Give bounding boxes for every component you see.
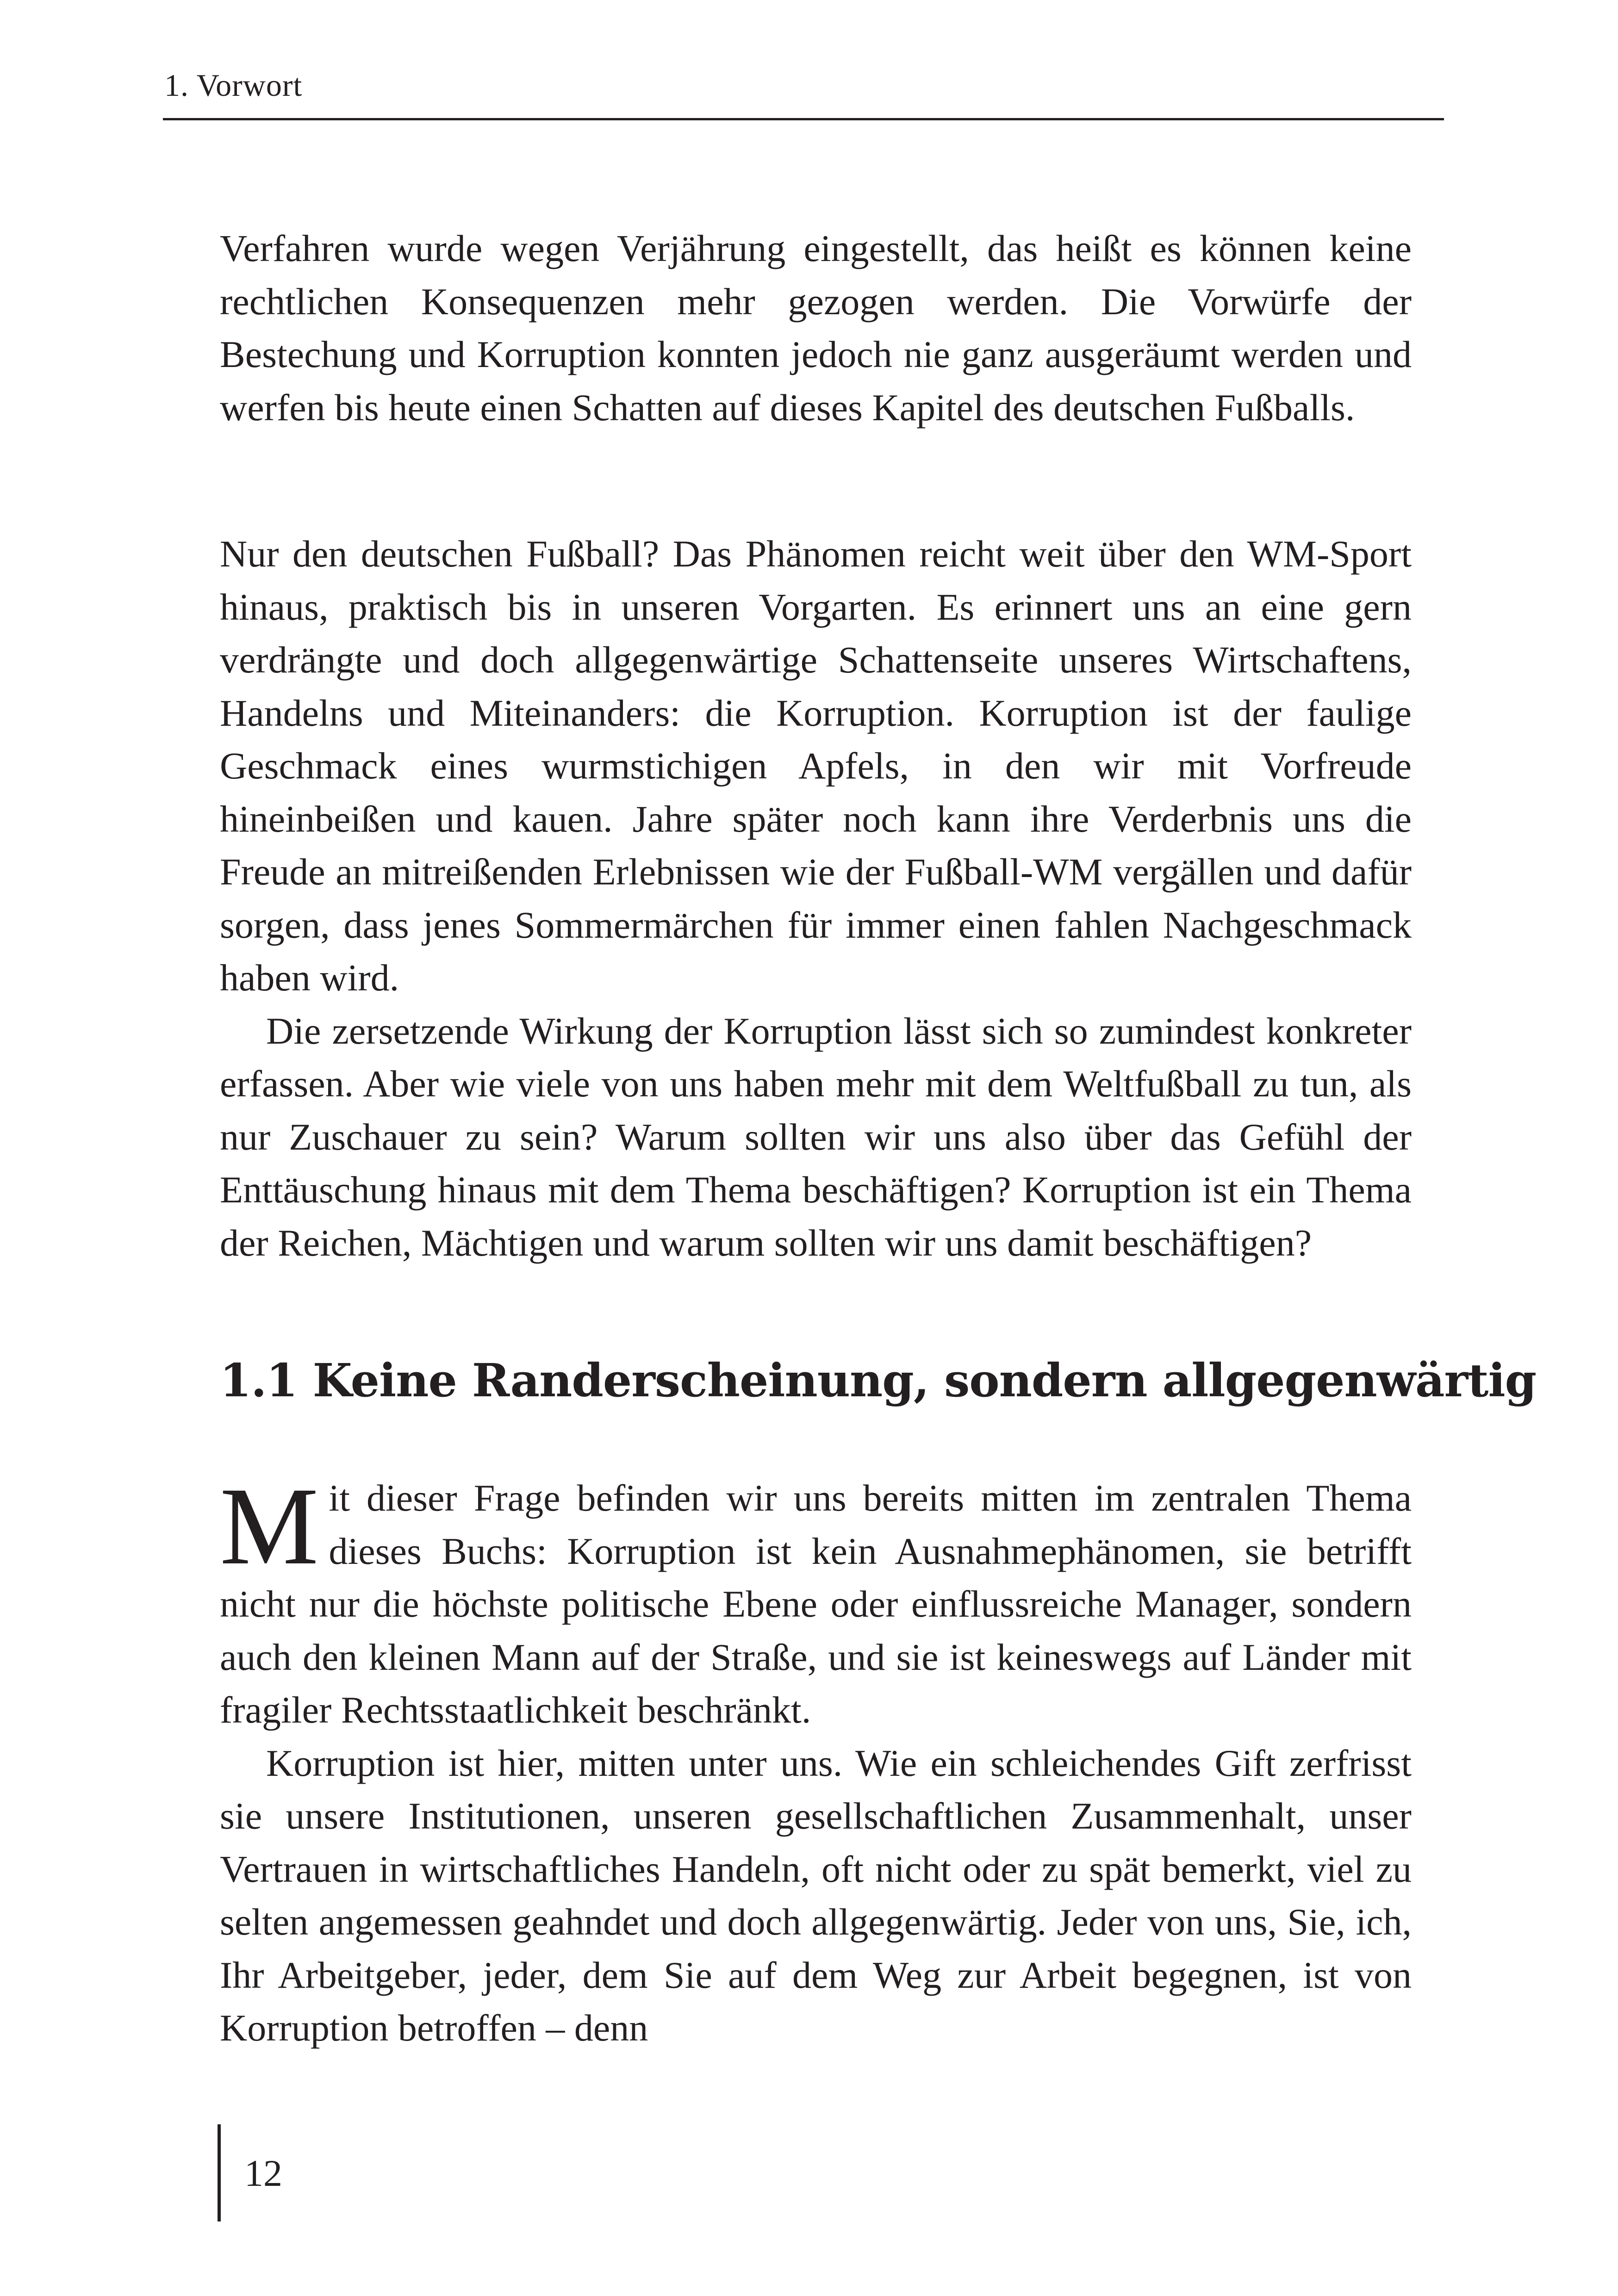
continuation-text [220, 222, 1412, 434]
paragraph-section-opening [220, 1464, 1412, 1737]
intro-text [220, 528, 1412, 1269]
paragraph-nur-den-deutschen-fussball: Nur den deutschen Fußball? Das Phänomen reicht weit über den WM-Sport hinaus, praktisch bis in unseren Vorgarten. Es erinnert uns an eine gern verdrängte und doch allgegenwärtige Schattenseite unseres Wirtschaftens, Handelns und Miteinanders: die Korruption. Korruption ist der faulige Geschmack eines wurmstichigen Apfels, in den wir mit Vorfreude hineinbeißen und kauen. Jahre später noch kann ihre Verderbnis uns die Freude an mitreißenden Erlebnissen wie der Fußball-WM vergällen und dafür sorgen, dass jenes Sommermärchen für immer einen fahlen Nachgeschmack haben wird. [220, 533, 1412, 999]
paragraph-zersetzende-wirkung: Die zersetzende Wirkung der Korruption lässt sich so zumindest konkreter erfassen. Aber wie viele von uns haben mehr mit dem Weltfußball zu tun, als nur Zuschauer zu sein? Warum sollten wir uns also über das Gefühl der Enttäuschung hinaus mit dem Thema beschäftigen? Korruption ist ein Thema der Reichen, Mächtigen und warum sollten wir uns damit beschäftigen? [220, 1009, 1412, 1264]
paragraph-section-opening-text: it dieser Frage befinden wir uns bereits mitten im zentralen Thema dieses Buchs: Korruption ist kein Ausnahmephänomen, sie betrifft nicht nur die höchste politische Ebene oder einflussreiche Manager, sondern auch den kleinen Mann auf der Straße, und sie ist keineswegs auf Länder mit fragiler Rechtsstaatlichkeit beschränkt. [220, 1477, 1412, 1731]
paragraph-korruption-ist-hier: Korruption ist hier, mitten unter uns. Wie ein schleichendes Gift zerfrisst sie unsere Institutionen, unseren gesellschaftlichen Zusammenhalt, unser Vertrauen in wirtschaftliches Handeln, oft nicht oder zu spät bemerkt, viel zu selten angemessen geahndet und doch allgegenwärtig. Jeder von uns, Sie, ich, Ihr Arbeitgeber, jeder, dem Sie auf dem Weg zur Arbeit begegnen, ist von Korruption betroffen – denn [220, 1742, 1412, 2049]
paragraph-continuation: Verfahren wurde wegen Verjährung eingestellt, das heißt es können keine rechtlichen Konsequenzen mehr gezogen werden. Die Vorwürfe der Bestechung und Korruption konnten jedoch nie ganz ausgeräumt werden und werfen bis heute einen Schatten auf dieses Kapitel des deutschen Fußballs. [220, 227, 1412, 429]
section-heading: 1.1 Keine Randerscheinung, sondern allgegenwärtig [220, 1354, 1537, 1407]
section-text [220, 1464, 1412, 2055]
running-head-title: 1. Vorwort [164, 68, 303, 103]
drop-cap: M [220, 1464, 319, 1587]
header-rule [163, 118, 1444, 120]
page-number: 12 [244, 2152, 282, 2194]
footer-rule [218, 2124, 221, 2221]
